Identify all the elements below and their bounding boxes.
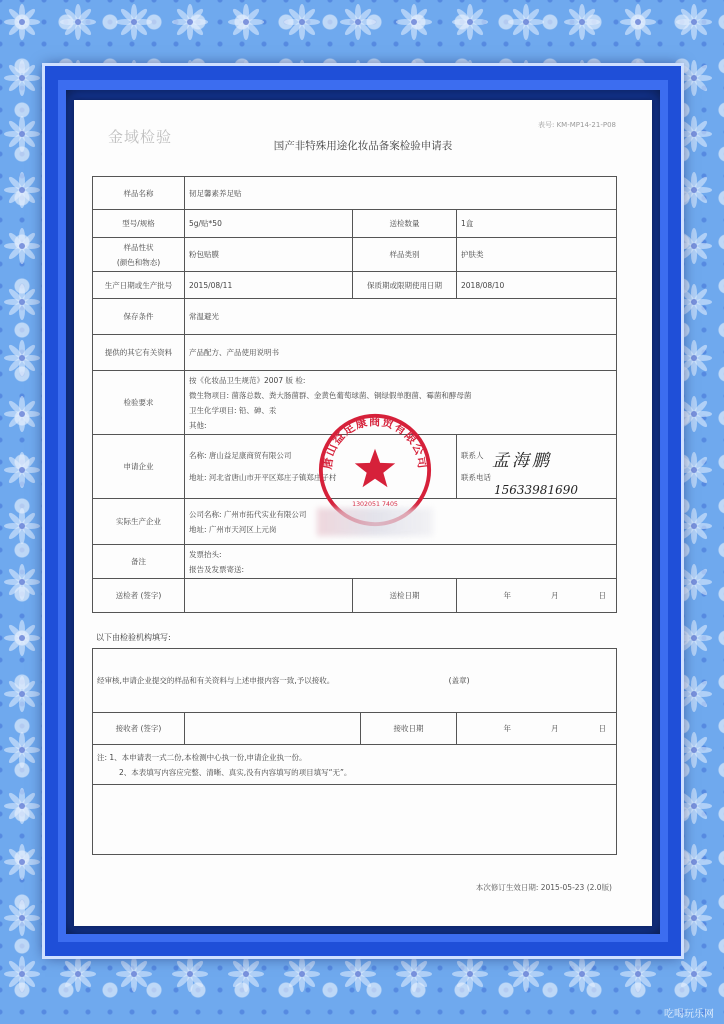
flower-motif — [676, 564, 712, 600]
receive-day: 日 — [598, 724, 607, 733]
table-row — [93, 545, 617, 579]
category-label: 样品类别 — [353, 238, 457, 272]
flower-motif — [676, 956, 712, 992]
seal-number: 1302051 7405 — [352, 500, 398, 508]
flower-motif — [4, 956, 40, 992]
flower-motif — [676, 284, 712, 320]
site-watermark: 吃喝玩乐网 — [664, 1009, 714, 1020]
flower-motif — [4, 620, 40, 656]
flower-motif — [676, 788, 712, 824]
receiver-label: 接收者 (签字) — [93, 713, 185, 745]
review-cell — [93, 649, 617, 713]
contact-label: 联系人 — [461, 450, 484, 460]
flower-motif — [172, 956, 208, 992]
flower-motif — [4, 788, 40, 824]
flower-motif — [4, 676, 40, 712]
revision-date: 本次修订生效日期: 2015-05-23 (2.0版) — [475, 883, 612, 892]
docs-label: 提供的其它有关资料 — [93, 335, 185, 371]
traits-label-line1: 样品性状 — [123, 242, 154, 252]
signature-phone: 15633981690 — [494, 483, 578, 497]
company-logo: 金域检验 — [108, 128, 173, 146]
sender-label: 送检者 (签字) — [93, 579, 185, 613]
applicant-label: 申请企业 — [93, 435, 185, 499]
traits-value: 粉包贴膜 — [185, 238, 353, 272]
flower-motif — [4, 564, 40, 600]
table-row — [93, 177, 617, 210]
flower-motif — [620, 956, 656, 992]
flower-motif — [676, 4, 712, 40]
redaction-blur — [317, 508, 433, 536]
table-row — [93, 745, 617, 785]
remarks-label: 备注 — [93, 545, 185, 579]
flower-motif — [676, 452, 712, 488]
remarks-line1: 发票抬头: — [189, 549, 222, 559]
flower-motif — [676, 900, 712, 936]
flower-motif — [452, 4, 488, 40]
remarks-line2: 报告及发票寄送: — [189, 564, 245, 574]
flower-motif — [116, 956, 152, 992]
traits-label — [93, 238, 185, 272]
product-name-value: 韧足馨素养足贴 — [185, 177, 617, 210]
handwritten-signature — [488, 446, 598, 502]
storage-value: 常温避光 — [185, 299, 617, 335]
table-row — [93, 210, 617, 238]
flower-motif — [4, 396, 40, 432]
production-date-label: 生产日期或生产批号 — [93, 272, 185, 299]
table-row — [93, 335, 617, 371]
quantity-label: 送检数量 — [353, 210, 457, 238]
flower-motif — [396, 956, 432, 992]
table-row — [93, 272, 617, 299]
flower-motif — [284, 956, 320, 992]
lab-section-table — [92, 648, 617, 855]
send-date-label: 送检日期 — [353, 579, 457, 613]
flower-motif — [4, 340, 40, 376]
storage-label: 保存条件 — [93, 299, 185, 335]
flower-motif — [676, 676, 712, 712]
traits-label-line2: (颜色和物态) — [116, 257, 161, 267]
send-year: 年 — [503, 591, 511, 600]
document-title: 国产非特殊用途化妆品备案检验申请表 — [273, 140, 453, 152]
flower-motif — [228, 4, 264, 40]
expiry-label: 保质期或限期使用日期 — [353, 272, 457, 299]
flower-motif — [116, 4, 152, 40]
flower-motif — [340, 4, 376, 40]
table-row — [93, 299, 617, 335]
category-value: 护肤类 — [457, 238, 617, 272]
flower-motif — [508, 956, 544, 992]
flower-motif — [676, 340, 712, 376]
flower-motif — [4, 508, 40, 544]
form-code: 表号: KM-MP14-21-P08 — [538, 121, 616, 129]
remarks-value — [185, 545, 617, 579]
requirements-line4: 其他: — [189, 420, 207, 430]
flower-motif — [676, 172, 712, 208]
send-day: 日 — [598, 591, 606, 600]
seal-star — [355, 449, 395, 487]
quantity-value: 1盒 — [457, 210, 617, 238]
review-text: 经审核,申请企业提交的样品和有关资料与上述申报内容一致,予以接收。 — [97, 676, 335, 685]
flower-motif — [676, 60, 712, 96]
table-row — [93, 579, 617, 613]
section2-heading: 以下由检验机构填写: — [96, 633, 171, 642]
manufacturer-address: 地址: 广州市天河区上元岗 — [189, 524, 277, 534]
blank-cell — [93, 785, 617, 855]
flower-motif — [4, 172, 40, 208]
flower-motif — [4, 900, 40, 936]
flower-motif — [396, 4, 432, 40]
receive-month: 月 — [551, 724, 559, 733]
table-row — [93, 649, 617, 713]
flower-motif — [676, 620, 712, 656]
product-name-label: 样品名称 — [93, 177, 185, 210]
review-seal: (盖章) — [448, 676, 470, 685]
flower-motif — [228, 956, 264, 992]
signature-name: 孟海鹏 — [492, 451, 552, 471]
flower-motif — [620, 4, 656, 40]
applicant-name: 名称: 唐山益足康商贸有限公司 — [189, 450, 292, 460]
production-date-value: 2015/08/11 — [185, 272, 353, 299]
sender-signature — [185, 579, 353, 613]
table-row — [93, 785, 617, 855]
flower-motif — [284, 4, 320, 40]
flower-motif — [676, 508, 712, 544]
applicant-address: 地址: 河北省唐山市开平区郑庄子镇郑庄子村 — [189, 472, 337, 482]
manufacturer-name: 公司名称: 广州市拓代实业有限公司 — [189, 509, 307, 519]
receive-date-label: 接收日期 — [361, 713, 457, 745]
notes-line2: 2、本表填写内容应完整、清晰、真实,没有内容填写的项目填写“无”。 — [119, 767, 352, 777]
flower-motif — [676, 396, 712, 432]
flower-motif — [60, 956, 96, 992]
flower-motif — [676, 844, 712, 880]
requirements-line1: 按《化妆品卫生规范》2007 版 检: — [189, 375, 306, 385]
flower-motif — [508, 4, 544, 40]
flower-motif — [452, 956, 488, 992]
table-row — [93, 238, 617, 272]
flower-motif — [564, 956, 600, 992]
model-label: 型号/规格 — [93, 210, 185, 238]
requirements-line2: 微生物项目: 菌落总数、粪大肠菌群、金黄色葡萄球菌、铜绿假单胞菌、霉菌和酵母菌 — [189, 390, 472, 400]
receive-date-value — [457, 713, 617, 745]
flower-motif — [60, 4, 96, 40]
notes-line1: 注: 1、本申请表一式二份,本检测中心执一份,申请企业执一份。 — [97, 752, 307, 762]
docs-value: 产品配方、产品使用说明书 — [185, 335, 617, 371]
model-value: 5g/贴*50 — [185, 210, 353, 238]
receiver-signature — [185, 713, 361, 745]
flower-motif — [676, 732, 712, 768]
flower-motif — [4, 4, 40, 40]
flower-motif — [4, 228, 40, 264]
flower-motif — [676, 116, 712, 152]
flower-motif — [4, 284, 40, 320]
seal-company-text: 唐山益足康商贸有限公司 — [320, 414, 430, 470]
flower-motif — [4, 60, 40, 96]
document-paper — [74, 100, 652, 926]
flower-motif — [340, 956, 376, 992]
phone-label: 联系电话 — [461, 472, 491, 482]
expiry-value: 2018/08/10 — [457, 272, 617, 299]
manufacturer-label: 实际生产企业 — [93, 499, 185, 545]
requirements-line3: 卫生化学项目: 铅、砷、汞 — [189, 405, 277, 415]
send-date-value — [457, 579, 617, 613]
flower-motif — [4, 116, 40, 152]
receive-year: 年 — [503, 724, 512, 733]
flower-motif — [564, 4, 600, 40]
send-month: 月 — [551, 591, 559, 600]
flower-motif — [4, 844, 40, 880]
table-row — [93, 713, 617, 745]
application-form-table — [92, 176, 617, 613]
requirements-label: 检验要求 — [93, 371, 185, 435]
flower-motif — [4, 452, 40, 488]
flower-motif — [172, 4, 208, 40]
flower-motif — [4, 732, 40, 768]
notes-cell — [93, 745, 617, 785]
flower-motif — [676, 228, 712, 264]
